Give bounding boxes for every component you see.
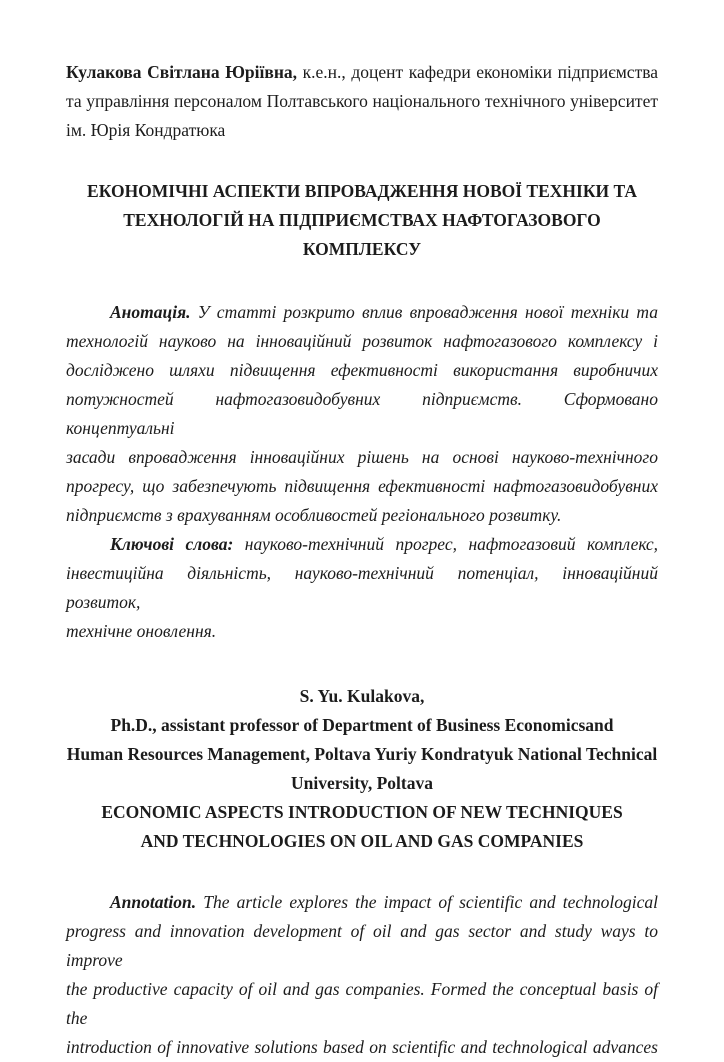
text-line [66,530,658,559]
author-affiliation-uk [66,58,658,145]
abstract-uk [66,298,658,530]
article-title-uk [66,177,658,264]
text-line: progress and innovation development of oil and gas sector and study ways to improve [66,921,658,970]
author-line-en: S. Yu. Kulakova, [299,686,425,706]
text-line: та управління персоналом Полтавського національного технічного університет [66,91,658,111]
abstract-text-en: The article explores the impact of scientific and technological [203,892,658,912]
author-line-en: University, Poltava [291,773,433,793]
text-line: підприємств з врахуванням особливостей регіонального розвитку. [66,505,562,525]
author-degree-uk: к.е.н., доцент кафедри економіки підприємства [302,62,659,82]
text-line [66,58,658,87]
text-line: ім. Юрія Кондратюка [66,120,226,140]
abstract-label-uk: Анотація. [110,302,191,322]
text-line: технічне оновлення. [66,621,217,641]
text-line: прогресу, що забезпечують підвищення ефективності нафтогазовидобувних [66,476,658,496]
keywords-uk [66,530,658,646]
text-line: інвестиційна діяльність, науково-технічний потенціал, інноваційний розвиток, [66,563,658,612]
title-line: КОМПЛЕКСУ [302,239,422,259]
text-line: технологій науково на інноваційний розвиток нафтогазового комплексу і [66,331,658,351]
text-line: досліджено шляхи підвищення ефективності використання виробничих [66,360,658,380]
author-name-uk: Кулакова Світлана Юріївна, [66,62,298,82]
text-line: introduction of innovative solutions based on scientific and technological advances [66,1037,658,1057]
article-title-en [66,798,658,856]
text-line [66,298,658,327]
abstract-text-uk: У статті розкрито вплив впровадження нової техніки та [197,302,659,322]
author-line-en: Ph.D., assistant professor of Department of Business Economicsand [110,715,614,735]
title-line: ECONOMIC ASPECTS INTRODUCTION OF NEW TECHNIQUES [101,802,623,822]
keywords-text-uk: науково-технічний прогрес, нафтогазовий комплекс, [244,534,658,554]
author-affiliation-en [66,682,658,798]
title-line: ТЕХНОЛОГІЙ НА ПІДПРИЄМСТВАХ НАФТОГАЗОВОГО [123,210,601,230]
text-line: потужностей нафтогазовидобувних підприємств. Сформовано концептуальні [66,389,658,438]
title-line: AND TECHNOLOGIES ON OIL AND GAS COMPANIES [140,831,584,851]
keywords-label-uk: Ключові слова: [110,534,234,554]
abstract-en [66,888,658,1062]
text-line: засади впровадження інноваційних рішень на основі науково-технічного [66,447,658,467]
text-line [66,888,658,917]
text-line: the productive capacity of oil and gas companies. Formed the conceptual basis of the [66,979,658,1028]
title-line: ЕКОНОМІЧНІ АСПЕКТИ ВПРОВАДЖЕННЯ НОВОЇ ТЕХНІКИ ТА [87,181,637,201]
abstract-label-en: Annotation. [110,892,197,912]
author-line-en: Human Resources Management, Poltava Yuriy Kondratyuk National Technical [66,744,658,764]
